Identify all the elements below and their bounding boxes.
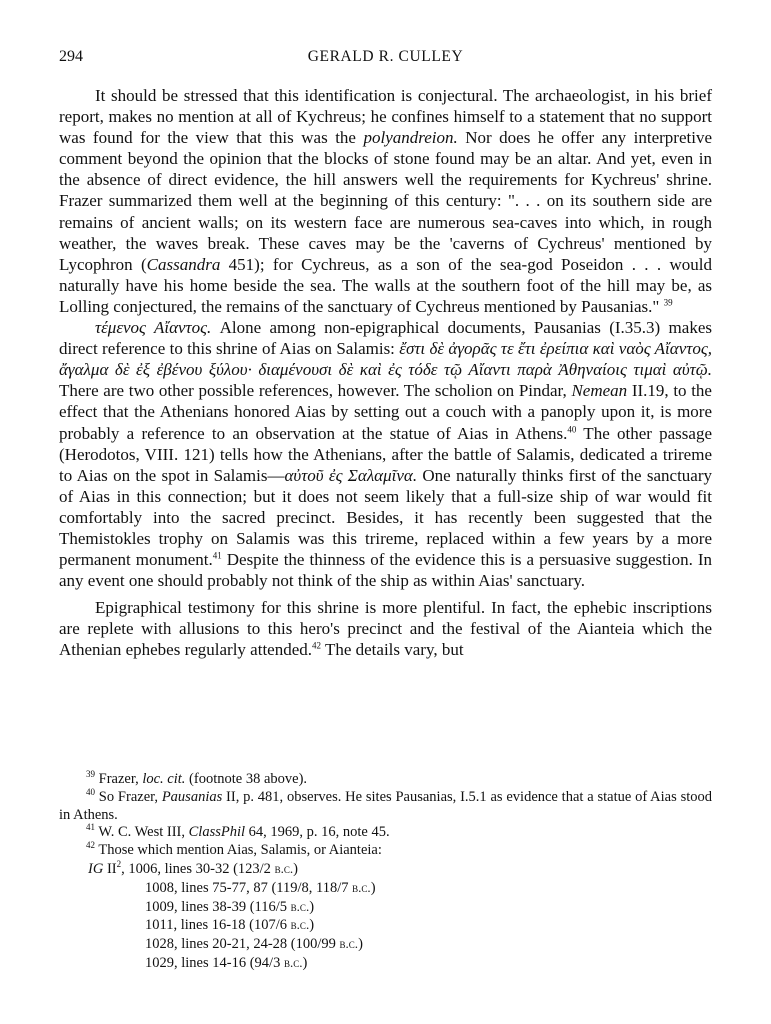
text-run: There are two other possible references, however. The scholion on Pindar, (59, 381, 572, 401)
footnote-number: 39 (86, 769, 95, 780)
inscription-entry (59, 954, 712, 973)
footnote-40 (59, 786, 712, 825)
italic-title: Pausanias (161, 788, 223, 805)
superscript: 2 (116, 859, 122, 870)
text-run: ) (302, 954, 308, 971)
text-run: 451); for Cychreus, as a son of the sea-god Poseidon . . . would naturally have his home beside the sea. The walls at the southern foot of the hill may be, as Lolling conjectured, the remains of the sanctuary of Cychreus mentioned by Pausanias." (59, 254, 712, 316)
footnote-42 (59, 842, 712, 860)
text-run: 1009, lines 38-39 (116/5 (145, 898, 291, 915)
era-label: b.c. (274, 860, 294, 876)
italic-title: Cassandra (146, 254, 221, 274)
text-run: 64, 1969, p. 16, note 45. (245, 824, 390, 841)
paragraph-1 (59, 85, 712, 317)
text-run: 1029, lines 14-16 (94/3 (145, 954, 284, 971)
footnote-ref: 41 (212, 550, 222, 561)
text-run: ) (358, 936, 363, 953)
footnote-number: 40 (86, 786, 95, 797)
era-label: b.c. (290, 917, 310, 933)
text-run: ) (309, 917, 315, 934)
inscription-entry (59, 898, 712, 917)
era-label: b.c. (283, 954, 303, 970)
text-run: The details vary, but (321, 640, 464, 660)
footnote-number: 41 (86, 822, 95, 833)
footnote-39 (59, 771, 712, 789)
footnotes (59, 771, 712, 973)
text-run: W. C. West III, (95, 824, 189, 841)
text-run: Nor does he offer any interpretive comment beyond the opinion that the blocks of stone found may be an altar. And yet, even in the absence of direct evidence, the hill answers well the requirements for Kychreus' shrine. Frazer summarized them well at the beginning of this century: ". . . on its southern side are remains of ancient walls; on its western face are numerous sea-caves into which, in rough weather, the waves break. These caves may be the 'caverns of Cychreus' mentioned by Lycophron ( (59, 128, 712, 274)
page-number: 294 (59, 48, 83, 65)
text-run: Those which mention Aias, Salamis, or Aianteia: (95, 842, 382, 859)
ig-label: IG (88, 860, 104, 877)
greek-heading: τέμενος Αἴαντος. (95, 318, 212, 338)
text-run: Despite the thinness of the evidence this is a persuasive suggestion. In any event one should probably not think of the ship as within Aias' sanctuary. (59, 550, 712, 591)
text-run: 1011, lines 16-18 (107/6 (145, 917, 291, 934)
text-run: ) (293, 860, 298, 877)
era-label: b.c. (290, 898, 310, 914)
text-run: So Frazer, (95, 788, 162, 805)
text-run: II, p. 481, observes. He sites Pausanias, I.5.1 as evidence that a statue of Aias stood in Athens. (59, 788, 712, 823)
footnote-ref: 40 (567, 423, 577, 434)
text-run: ) (309, 898, 315, 915)
inscription-entry (59, 860, 712, 879)
text-run: , 1006, lines 30-32 (123/2 (121, 860, 275, 877)
footnote-number: 42 (86, 840, 95, 851)
footnote-ref: 42 (312, 640, 322, 651)
era-label: b.c. (339, 936, 359, 952)
text-run: The other passage (Herodotos, VIII. 121) tells how the Athenians, after the battle of Salamis, dedicated a trireme to Aias on the spot in Salamis— (59, 423, 713, 485)
body-text (59, 85, 712, 661)
inscription-entry (59, 879, 712, 898)
inscription-entry (59, 916, 712, 935)
era-label: b.c. (352, 879, 371, 895)
paragraph-3 (59, 597, 712, 660)
inscription-entry (59, 935, 712, 954)
text-run: 1028, lines 20-21, 24-28 (100/99 (145, 936, 340, 953)
italic-title: ClassPhil (188, 824, 246, 841)
text-run: Alone among non-epigraphical documents, Pausanias (I.35.3) makes direct reference to this shrine of Aias on Salamis: (59, 318, 712, 359)
italic-term: polyandreion. (363, 128, 458, 148)
text-run: Epigraphical testimony for this shrine is more plentiful. In fact, the ephebic inscriptions are replete with allusions to this hero's precinct and the festival of the Aianteia which the Athenian ephebes regularly attended. (59, 598, 712, 660)
paragraph-2 (59, 317, 712, 591)
text-run: It should be stressed that this identification is conjectural. The archaeologist, in his brief report, makes no mention at all of Kychreus; he confines himself to a statement that no support was found for the view that this was the (59, 86, 712, 148)
italic-title: Nemean (571, 381, 628, 401)
greek-quote: ἔστι δὲ ἀγορᾶς τε ἔτι ἐρείπια καὶ ναὸς Αἴαντος, ἄγαλμα δὲ ἐξ ἐβένου ξύλου· διαμένουσι δὲ καὶ ἐς τόδε τῷ Αἴαντι παρὰ Ἀθηναίοις τιμαὶ αὐτῷ. (59, 339, 712, 380)
footnote-41 (59, 824, 712, 842)
text-run: One naturally thinks first of the sanctuary of Aias in this connection; but it does not seem likely that a full-size ship of war would fit comfortably into the sacred precinct. Besides, it has recently been suggested that the Themistokles trophy on Salamis was this trireme, replaced within a few years by a more permanent monument. (59, 465, 713, 570)
text-run: II.19, to the effect that the Athenians honored Aias by setting out a couch with a panoply upon it, is more probably a reference to an observation at the statue of Aias in Athens. (59, 381, 712, 443)
text-run: II (103, 860, 117, 877)
text-run: ) (370, 879, 376, 896)
text-run: Frazer, (95, 771, 143, 787)
greek-quote: αὐτοῦ ἐς Σαλαμῖνα. (284, 465, 418, 485)
text-run: (footnote 38 above). (185, 771, 308, 787)
text-run: 1008, lines 75-77, 87 (119/8, 118/7 (145, 879, 353, 896)
page-header (59, 48, 712, 72)
footnote-ref: 39 (663, 297, 673, 308)
italic-term: loc. cit. (142, 771, 186, 787)
running-head: GERALD R. CULLEY (307, 48, 464, 65)
